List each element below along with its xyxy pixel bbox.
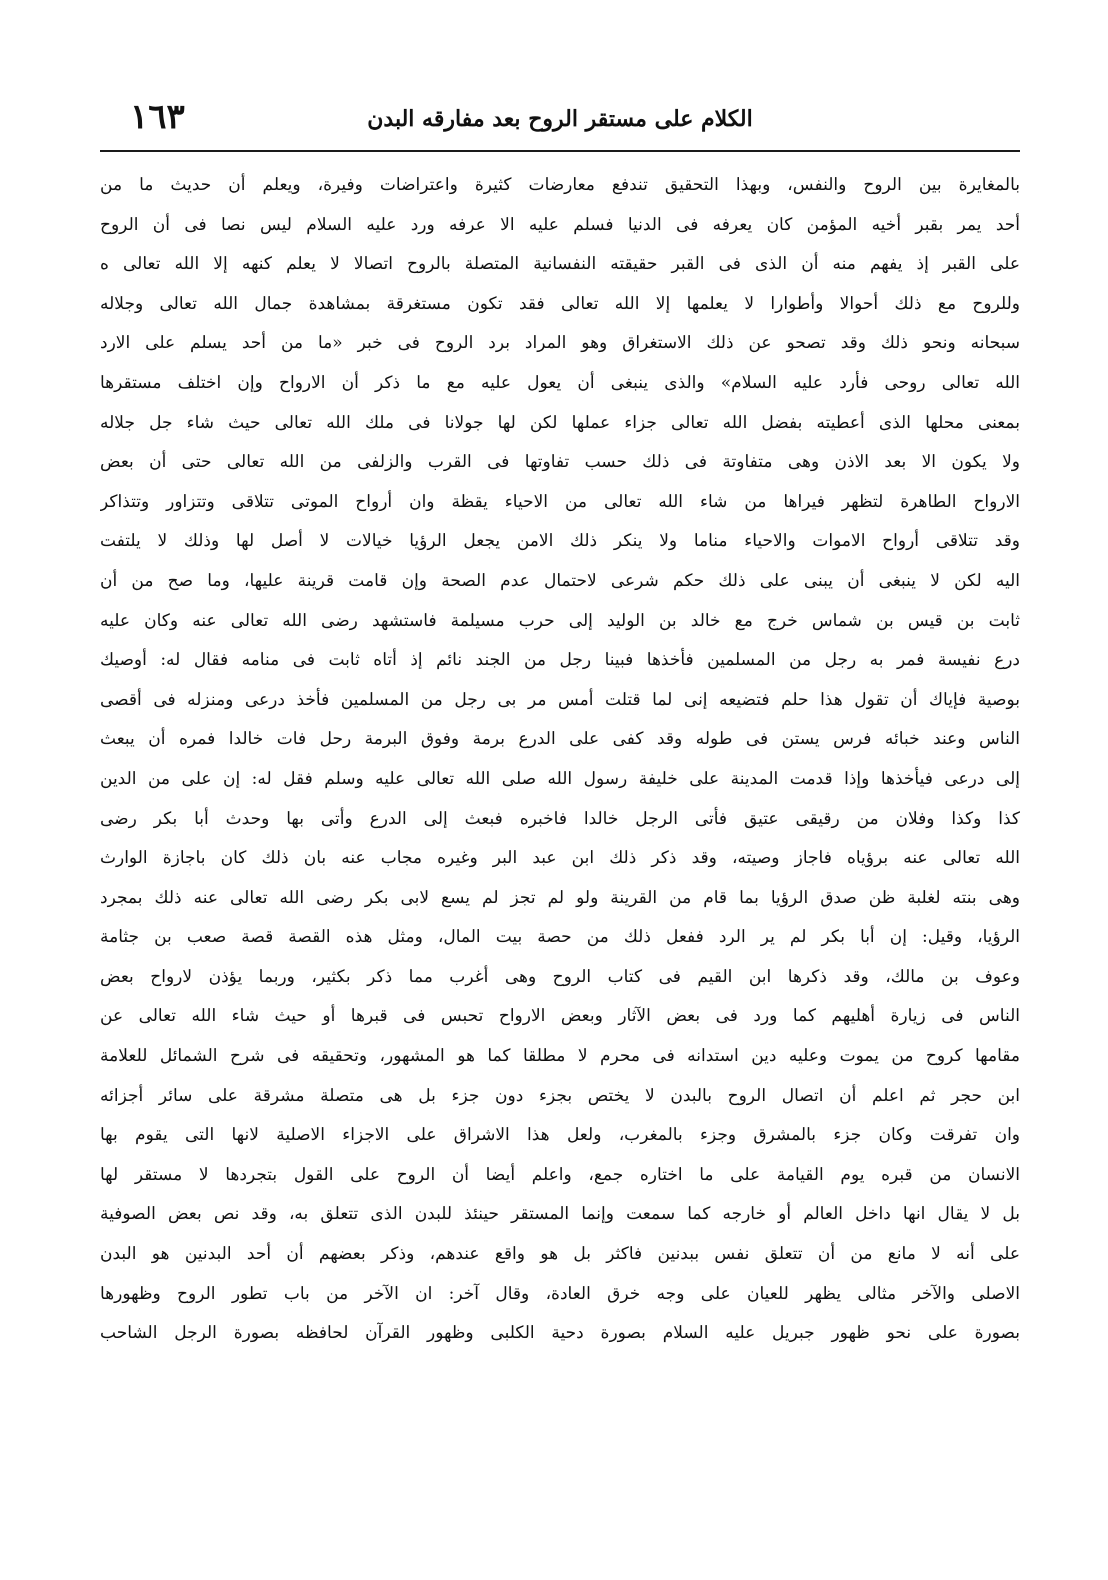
text-line: درع نفيسة فمر به رجل من المسلمين فأخذها فبينا رجل من الجند نائم إذ أتاه ثابت فى منامه فقال له: أوصيك — [100, 650, 1020, 671]
text-line: وللروح مع ذلك أحوالا وأطوارا لا يعلمها إلا الله تعالى فقد تكون مستغرقة بمشاهدة جمال الله تعالى وجلاله — [100, 293, 1020, 314]
text-line: بل لا يقال انها داخل العالم أو خارجه كما سمعت وإنما المستقر حينئذ للبدن الذى تتعلق به، وقد نص بعض الصوفية — [100, 1204, 1020, 1225]
text-line: ابن حجر ثم اعلم أن اتصال الروح بالبدن لا يختص بجزء دون جزء بل هى متصلة مشرقة على سائر أجزائه — [100, 1085, 1020, 1106]
text-line: سبحانه ونحو ذلك وقد تصحو عن ذلك الاستغراق وهو المراد برد الروح فى خبر «ما من أحد يسلم على الارد — [100, 333, 1020, 354]
text-line: بالمغايرة بين الروح والنفس، وبهذا التحقيق تندفع معارضات كثيرة واعتراضات وفيرة، ويعلم أن حديث ما من — [100, 175, 1020, 195]
text-line: الناس وعند خبائه فرس يستن فى طوله وقد كفى على الدرع برمة وفوق البرمة رحل فات خالدا فمره أن يبعث — [100, 729, 1020, 750]
text-line: كذا وكذا وفلان من رقيقى عتيق فأتى الرجل خالدا فاخبره فبعث إلى الدرع وأتى بها وحدث أبا بكر رضى — [100, 808, 1020, 829]
text-line: الاصلى والآخر مثالى يظهر للعيان على وجه خرق العادة، وقال آخر: ان الآخر من باب تطور الروح وظهورها — [100, 1283, 1020, 1304]
text-line: على القبر إذ يفهم منه أن الذى فى القبر حقيقته النفسانية المتصلة بالروح اتصالا لا يعلم كنهه إلا الله تعالى ه — [100, 254, 1020, 275]
text-line: أحد يمر بقبر أخيه المؤمن كان يعرفه فى الدنيا فسلم عليه الا عرفه ورد عليه السلام ليس نصا فى أن الروح — [100, 214, 1020, 235]
text-line: وقد تتلاقى أرواح الاموات والاحياء مناما ولا ينكر ذلك الامن يجعل الرؤيا خيالات لا أصل لها وذلك لا يلتفت — [100, 531, 1020, 552]
text-line: ولا يكون الا بعد الاذن وهى متفاوتة فى ذلك حسب تفاوتها فى القرب والزلفى من الله تعالى حتى أن بعض — [100, 452, 1020, 473]
text-line: مقامها كروح من يموت وعليه دين استدانه فى محرم لا مطلقا كما هو المشهور، وتحقيقه فى شرح الشمائل للعلامة — [100, 1046, 1020, 1067]
text-line: الله تعالى روحى فأرد عليه السلام» والذى ينبغى أن يعول عليه مع ما ذكر أن الارواح وإن اختلف مستقرها — [100, 372, 1020, 393]
running-title: الكلام على مستقر الروح بعد مفارقه البدن — [367, 106, 753, 132]
text-line: اليه لكن لا ينبغى أن يبنى على ذلك حكم شرعى لاحتمال عدم الصحة وإن قامت قرينة عليها، وما صح من أن — [100, 570, 1020, 591]
body-text — [100, 166, 1020, 1354]
text-line: الله تعالى عنه برؤياه فاجاز وصيته، وقد ذكر ذلك ابن عبد البر وغيره مجاب عنه بان ذلك كان باجازة الوارث — [100, 848, 1020, 869]
text-line: الناس فى زيارة أهليهم كما ورد فى بعض الآثار وبعض الارواح تحبس فى قبرها أو حيث شاء الله تعالى عن — [100, 1006, 1020, 1027]
text-line: على أنه لا مانع من أن تتعلق نفس ببدنين فاكثر بل هو واقع عندهم، وذكر بعضهم أن أحد البدنين هو البدن — [100, 1244, 1020, 1265]
text-line: وان تفرقت وكان جزء بالمشرق وجزء بالمغرب، ولعل هذا الاشراق على الاجزاء الاصلية لانها التى يقوم بها — [100, 1125, 1020, 1146]
text-line: وعوف بن مالك، وقد ذكرها ابن القيم فى كتاب الروح وهى أغرب مما ذكر بكثير، وربما يؤذن لارواح بعض — [100, 966, 1020, 987]
text-line: وهى بنته لغلبة ظن صدق الرؤيا بما قام من القرينة ولو لم تجز لم يسع لابى بكر رضى الله تعالى عنه ذلك بمجرد — [100, 887, 1020, 908]
text-line: بوصية فإياك أن تقول هذا حلم فتضيعه إنى لما قتلت أمس مر بى رجل من المسلمين فأخذ درعى ومنزله فى أقصى — [100, 689, 1020, 710]
text-line: بصورة على نحو ظهور جبريل عليه السلام بصورة دحية الكلبى وظهور القرآن لحافظه بصورة الرجل الشاحب — [100, 1323, 1020, 1344]
text-line: الرؤيا، وقيل: إن أبا بكر لم ير الرد ففعل ذلك من حصة بيت المال، ومثل هذه القصة قصة صعب بن جثامة — [100, 927, 1020, 948]
book-page — [100, 92, 1020, 1532]
text-line: إلى درعى فيأخذها وإذا قدمت المدينة على خليفة رسول الله صلى الله تعالى عليه وسلم فقل له: إن على من الدين — [100, 768, 1020, 789]
text-line: الانسان من قبره يوم القيامة على ما اختاره جمع، واعلم أيضا أن الروح على القول بتجردها لا مستقر لها — [100, 1164, 1020, 1185]
text-line: الارواح الطاهرة لتظهر فيراها من شاء الله تعالى من الاحياء يقظة وان أرواح الموتى تتلاقى وتتزاور وتتذاكر — [100, 491, 1020, 512]
running-header — [100, 92, 1020, 152]
text-line: بمعنى محلها الذى أعطيته بفضل الله تعالى جزاء عملها لكن لها جولانا فى ملك الله تعالى حيث شاء جل جلاله — [100, 412, 1020, 433]
page-number: ١٦٣ — [130, 97, 185, 137]
text-line: ثابت بن قيس بن شماس خرج مع خالد بن الوليد إلى حرب مسيلمة فاستشهد رضى الله تعالى عنه وكان عليه — [100, 610, 1020, 631]
